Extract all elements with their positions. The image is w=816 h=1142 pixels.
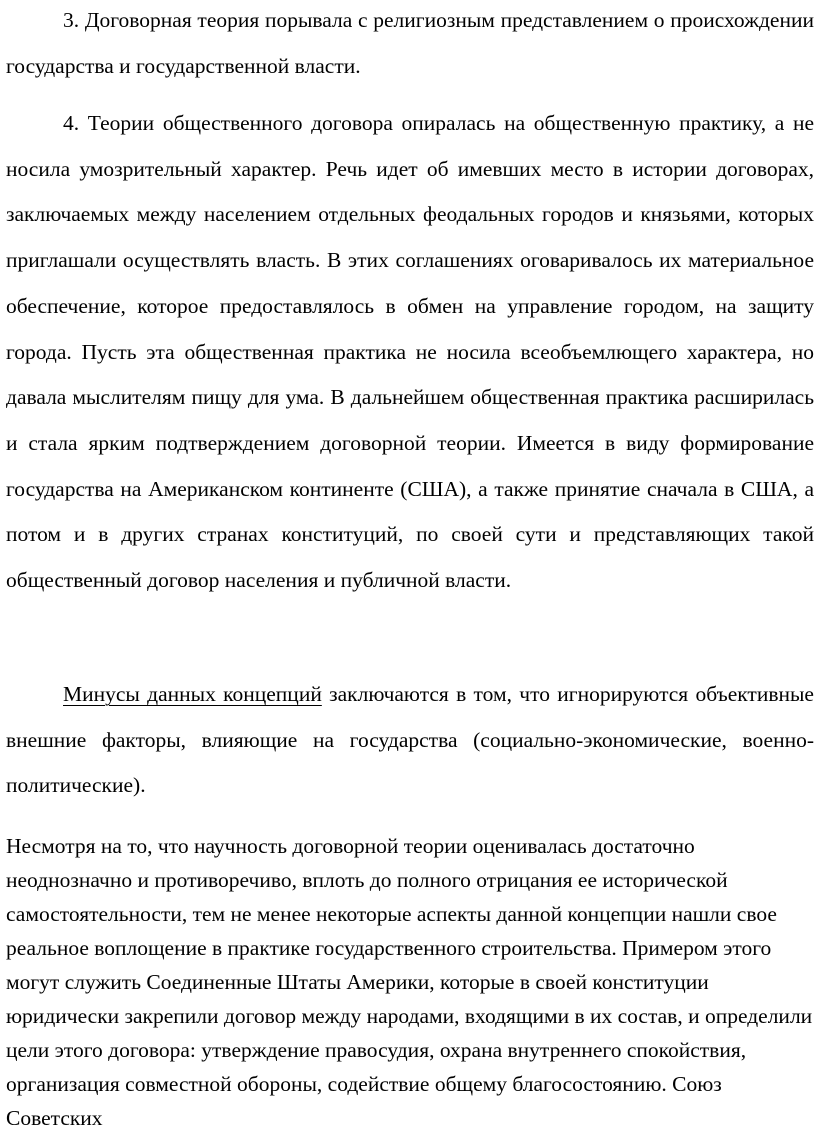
paragraph-social-practice: 4. Теории общественного договора опиралась на общественную практику, а не носила умозрительный характер. Речь идет об имевших место в истории договорах, заключаемых между населением отдельных феодальных городов и князьями, которых приглашали осуществлять власть. В этих соглашениях оговаривалось их материальное обеспечение, которое предоставлялось в обмен на управление городом, на защиту города. Пусть эта общественная практика не носила всеобъемлющего характера, но давала мыслителям пищу для ума. В дальнейшем общественная практика расширилась и стала ярким подтверждением договорной теории. Имеется в виду формирование государства на Американском континенте (США), а также принятие сначала в США, а потом и в других странах конституций, по своей сути и представляющих такой общественный договор населения и публичной власти.: [6, 111, 814, 593]
drawbacks-text: заключаются в том, что игнорируются объективные внешние факторы, влияющие на государства (социально-экономические, военно-политические).: [6, 682, 814, 798]
paragraph-contract-theory-religion: 3. Договорная теория порывала с религиозным представлением о происхождении государства и государственной власти.: [6, 8, 814, 78]
paragraph-drawbacks: [6, 672, 814, 809]
drawbacks-underlined-phrase: Минусы данных концепций: [63, 682, 322, 706]
paragraph-practical-embodiment: Несмотря на то, что научность договорной теории оценивалась достаточно неоднозначно и противоречиво, вплоть до полного отрицания ее исторической самостоятельности, тем не менее некоторые аспекты данной концепции нашли свое реальное воплощение в практике государственного строительства. Примером этого могут служить Соединенные Штаты Америки, которые в своей конституции юридически закрепили договор между народами, входящими в их состав, и определили цели этого договора: утверждение правосудия, охрана внутреннего спокойствия, организация совместной обороны, содействие общему благосостоянию. Союз Советских: [6, 834, 813, 1130]
